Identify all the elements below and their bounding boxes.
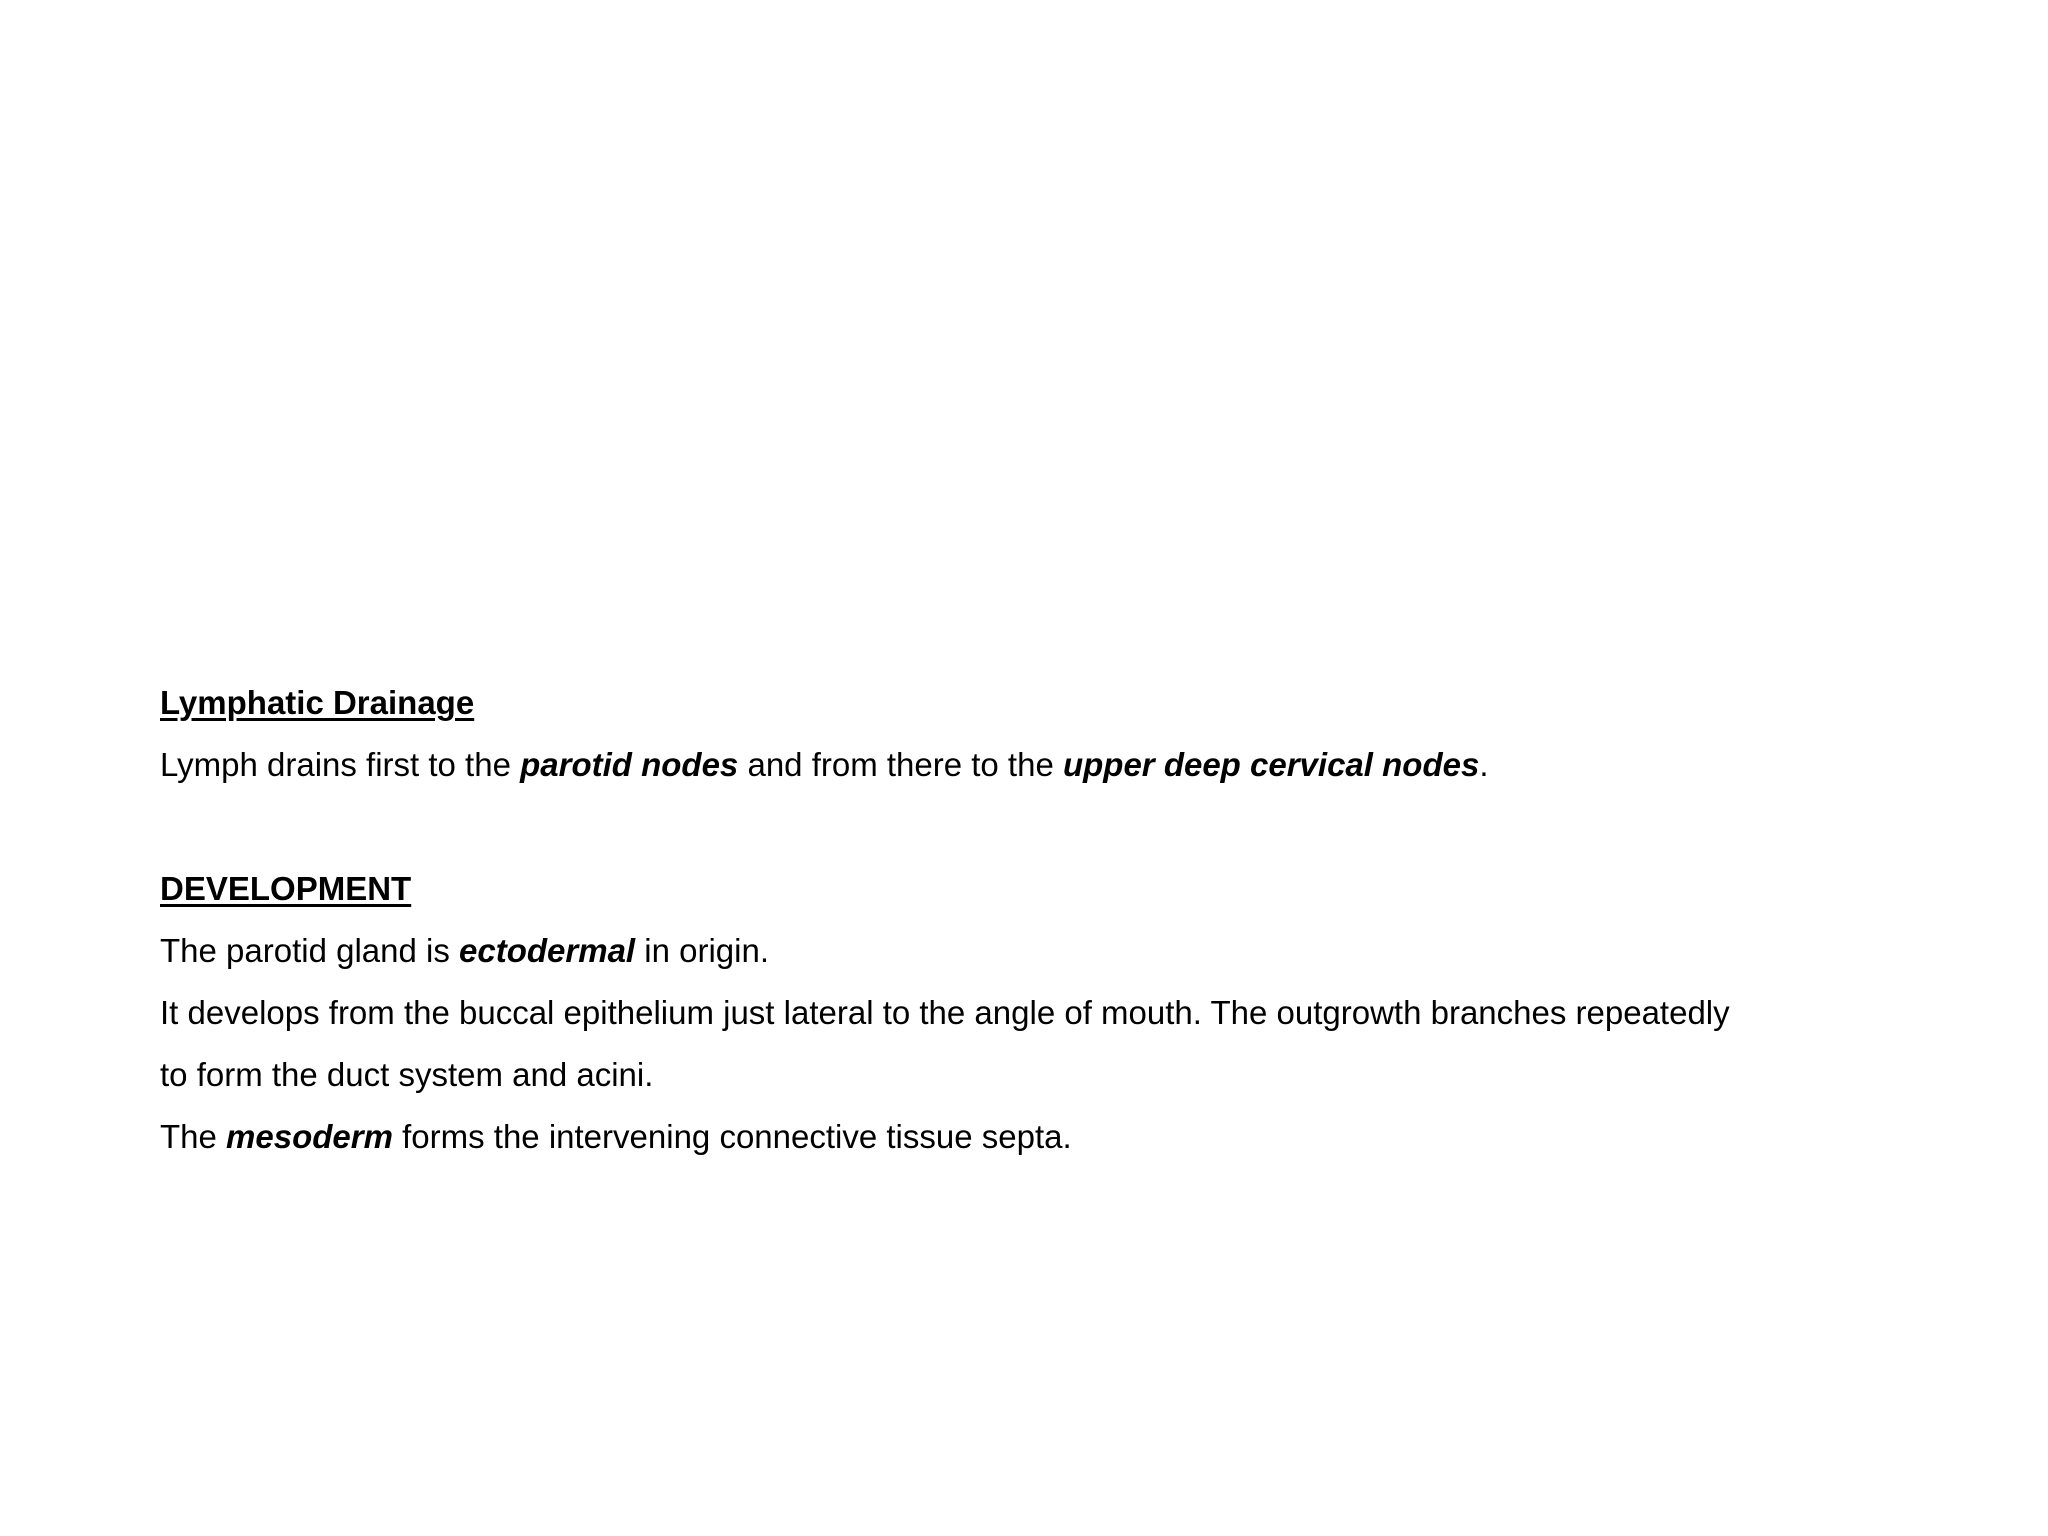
text-run: and from there to the (738, 746, 1063, 783)
paragraph-gap (160, 796, 1920, 858)
document-content (160, 672, 1920, 1168)
development-text-line-1 (160, 920, 1920, 982)
lymphatic-drainage-text (160, 734, 1920, 796)
development-text-line-4 (160, 1106, 1920, 1168)
emphasis-ectodermal: ectodermal (459, 932, 636, 969)
text-run: . (1479, 746, 1489, 783)
development-text-line-3: to form the duct system and acini. (160, 1056, 654, 1093)
text-run: The (160, 1118, 227, 1155)
emphasis-mesoderm: mesoderm (226, 1118, 393, 1155)
text-run: in origin. (635, 932, 769, 969)
lymphatic-drainage-heading: Lymphatic Drainage (160, 684, 475, 721)
text-run: The parotid gland is (160, 932, 460, 969)
emphasis-parotid-nodes: parotid nodes (520, 746, 739, 783)
emphasis-upper-deep-cervical-nodes: upper deep cervical nodes (1062, 746, 1480, 783)
text-run: forms the intervening connective tissue septa. (392, 1118, 1072, 1155)
text-run: Lymph drains first to the (160, 746, 521, 783)
development-text-line-2: It develops from the buccal epithelium just lateral to the angle of mouth. The outgrowth branches repeatedly (160, 994, 1730, 1031)
development-heading: DEVELOPMENT (160, 870, 412, 907)
